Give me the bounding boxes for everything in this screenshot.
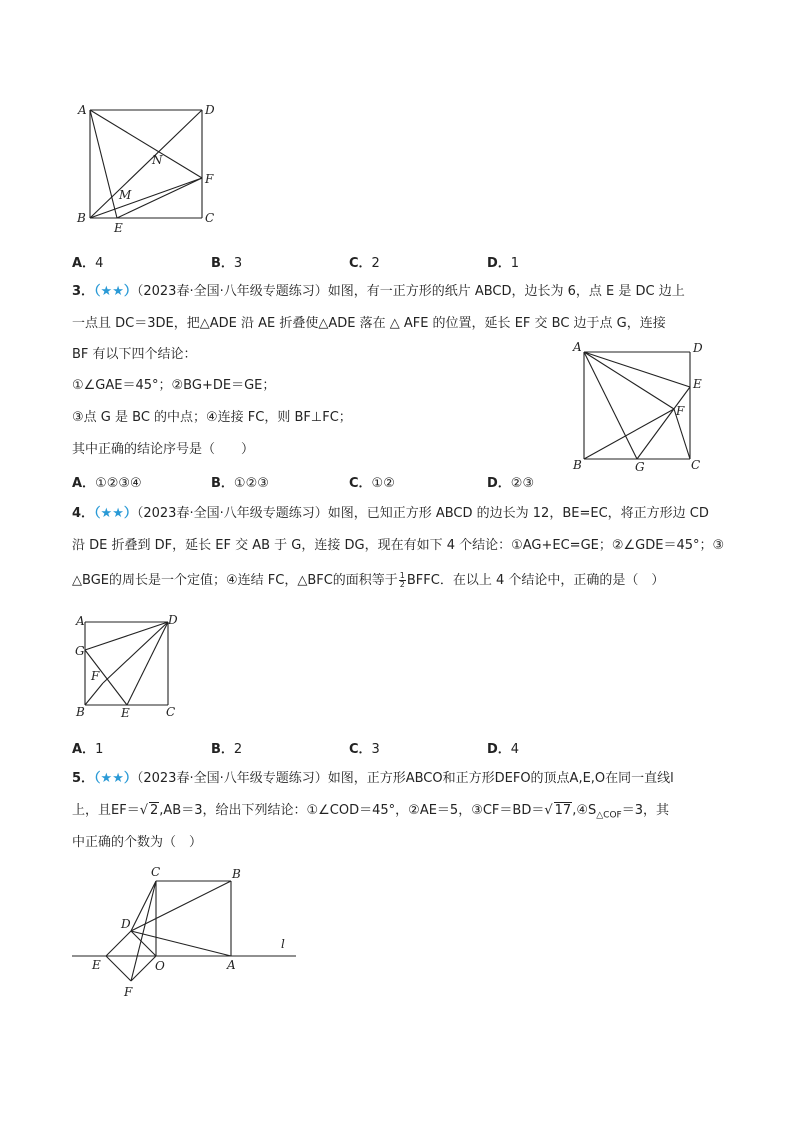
- q5-sqrt-2: 2: [150, 803, 159, 818]
- q3-label-a: A: [573, 340, 582, 354]
- q4-line-1: [72, 505, 709, 523]
- q2-label-n: N: [152, 153, 163, 167]
- q3-option-a[interactable]: A．①②③④: [72, 476, 142, 491]
- q3-text-1: 如图，有一正方形的纸片 ABCD，边长为 6，点 E 是 DC 边上: [327, 284, 685, 299]
- q3-figure: [570, 338, 710, 478]
- q3-label-b: B: [573, 458, 582, 472]
- q5-number: 5．: [72, 771, 95, 786]
- q5-edge-od: [131, 931, 156, 956]
- q5-label-b: B: [232, 867, 241, 881]
- q4-text-1: 如图，已知正方形 ABCD 的边长为 12，BE=EC，将正方形边 CD: [327, 506, 709, 521]
- q5-line-3: 中正确的个数为（ ）: [72, 835, 203, 850]
- q4-frac-num: 1: [399, 571, 405, 580]
- q2-diag-bd: [90, 110, 202, 218]
- q4-number: 4．: [72, 506, 95, 521]
- q5-label-c: C: [151, 865, 161, 879]
- q3-option-c[interactable]: C．①②: [349, 476, 395, 491]
- q3-label-c: C: [691, 458, 701, 472]
- q2-line-bf: [90, 178, 202, 218]
- q5-line-da: [131, 931, 231, 956]
- q5-difficulty-stars: （★★）: [94, 771, 137, 786]
- q4-line-bf: [85, 683, 103, 705]
- q3-source: （2023春·全国·八年级专题练习）: [136, 284, 328, 299]
- q2-option-d[interactable]: D．1: [487, 256, 520, 271]
- q4-line-df: [103, 622, 168, 683]
- q4-label-d: D: [168, 613, 178, 627]
- q3-line-af: [584, 352, 674, 409]
- q4-label-a: A: [76, 614, 85, 628]
- q5-line-2: 上，且EF＝√ 2,AB＝3，给出下列结论：①∠COD＝45°，②AE＝5，③CF＝BD＝√ $17,④S_{\triangle COF}=3$，其: [72, 803, 669, 821]
- q2-line-af: [90, 110, 202, 178]
- q3-label-e: E: [693, 377, 702, 391]
- q2-label-a: A: [78, 103, 87, 117]
- q4-option-d[interactable]: D．4: [487, 742, 520, 757]
- q3-line-eg: [637, 387, 690, 459]
- q5-label-e: E: [92, 958, 101, 972]
- q3-label-f: F: [676, 404, 685, 418]
- q5-source: （2023春·全国·八年级专题练习）: [136, 771, 328, 786]
- q4-label-c: C: [166, 705, 176, 719]
- q2-option-b[interactable]: B．3: [211, 256, 243, 271]
- q4-label-f: F: [91, 669, 100, 683]
- q4-line-de: [127, 622, 168, 705]
- q3-line-5: ③点 G 是 BC 的中点；④连接 FC，则 BF⊥FC；: [72, 410, 352, 425]
- q3-label-d: D: [693, 341, 703, 355]
- q2-label-m: M: [119, 188, 132, 202]
- q2-label-f: F: [205, 172, 214, 186]
- q3-line-4: ①∠GAE＝45°；②BG+DE＝GE；: [72, 378, 276, 393]
- q5-text-1: 如图，正方形ABCO和正方形DEFO的顶点A,E,O在同一直线l: [327, 771, 674, 786]
- q5-label-a: A: [227, 958, 236, 972]
- q5-figure: [70, 862, 300, 1007]
- q4-source: （2023春·全国·八年级专题练习）: [136, 506, 328, 521]
- q4-frac-den: 2: [399, 580, 405, 589]
- q3-line-ae: [584, 352, 690, 387]
- q2-label-d: D: [205, 103, 215, 117]
- q5-line-1: [72, 770, 674, 788]
- q3-line-2: 一点且 DC＝3DE，把△ADE 沿 AE 折叠使△ADE 落在 △ AFE 的位置，延长 EF 交 BC 边于点 G，连接: [72, 316, 666, 331]
- q5-edge-ef: [106, 956, 131, 981]
- q2-label-e: E: [114, 221, 123, 235]
- q5-line-db: [131, 881, 231, 931]
- q2-line-ae: [90, 110, 117, 218]
- q4-text-3a: △BGE的周长是一个定值；④连结 FC，△BFC的面积等于: [72, 573, 398, 588]
- q5-line-cf: [131, 881, 156, 981]
- q3-option-d[interactable]: D．②③: [487, 476, 535, 491]
- q2-option-c[interactable]: C．2: [349, 256, 380, 271]
- q2-label-c: C: [205, 211, 215, 225]
- q4-option-c[interactable]: C．3: [349, 742, 380, 757]
- q5-label-f: F: [124, 985, 133, 999]
- q5-label-d: D: [121, 917, 131, 931]
- q4-fraction-half: [399, 572, 406, 589]
- q4-label-b: B: [76, 705, 85, 719]
- q3-line-6: 其中正确的结论序号是（ ）: [72, 442, 255, 457]
- q4-label-g: G: [75, 644, 85, 658]
- q3-line-bf: [584, 409, 674, 459]
- q4-line-2: 沿 DE 折叠到 DF，延长 EF 交 AB 于 G，连接 DG，现在有如下 4 个结论：①AG+EC=GE；②∠GDE＝45°；③: [72, 538, 725, 553]
- q4-figure: [72, 612, 182, 722]
- q3-number: 3．: [72, 284, 95, 299]
- q3-line-ag: [584, 352, 637, 459]
- q3-line-1: [72, 283, 685, 301]
- q2-figure: [74, 100, 224, 235]
- q5-text-2c: ,④S: [572, 803, 597, 818]
- q5-label-l: l: [281, 937, 285, 951]
- q2-option-a[interactable]: A．4: [72, 256, 104, 271]
- q4-option-a[interactable]: A．1: [72, 742, 104, 757]
- q5-text-2d: ＝3，其: [621, 803, 669, 818]
- q4-option-b[interactable]: B．2: [211, 742, 243, 757]
- q4-label-e: E: [121, 706, 130, 720]
- q3-option-b[interactable]: B．①②③: [211, 476, 269, 491]
- q4-line-3: [72, 572, 664, 590]
- q3-line-3: BF 有以下四个结论：: [72, 347, 197, 362]
- q4-difficulty-stars: （★★）: [94, 506, 137, 521]
- q5-edge-fo: [131, 956, 156, 981]
- q3-difficulty-stars: （★★）: [94, 284, 137, 299]
- q4-line-dg: [85, 622, 168, 650]
- q5-label-o: O: [155, 959, 165, 973]
- q5-text-2a: 上，且EF＝: [72, 803, 140, 818]
- q5-text-2b: ,AB＝3，给出下列结论：①∠COD＝45°，②AE＝5，③CF＝BD＝: [159, 803, 545, 818]
- q5-line-cd: [131, 881, 156, 931]
- q4-text-3b: BFFC．在以上 4 个结论中，正确的是（ ）: [406, 573, 665, 588]
- q5-subscript-cof: △COF: [596, 810, 622, 821]
- q5-sqrt-17: 17: [554, 803, 572, 818]
- q3-label-g: G: [635, 460, 645, 474]
- q5-edge-de: [106, 931, 131, 956]
- q2-label-b: B: [77, 211, 86, 225]
